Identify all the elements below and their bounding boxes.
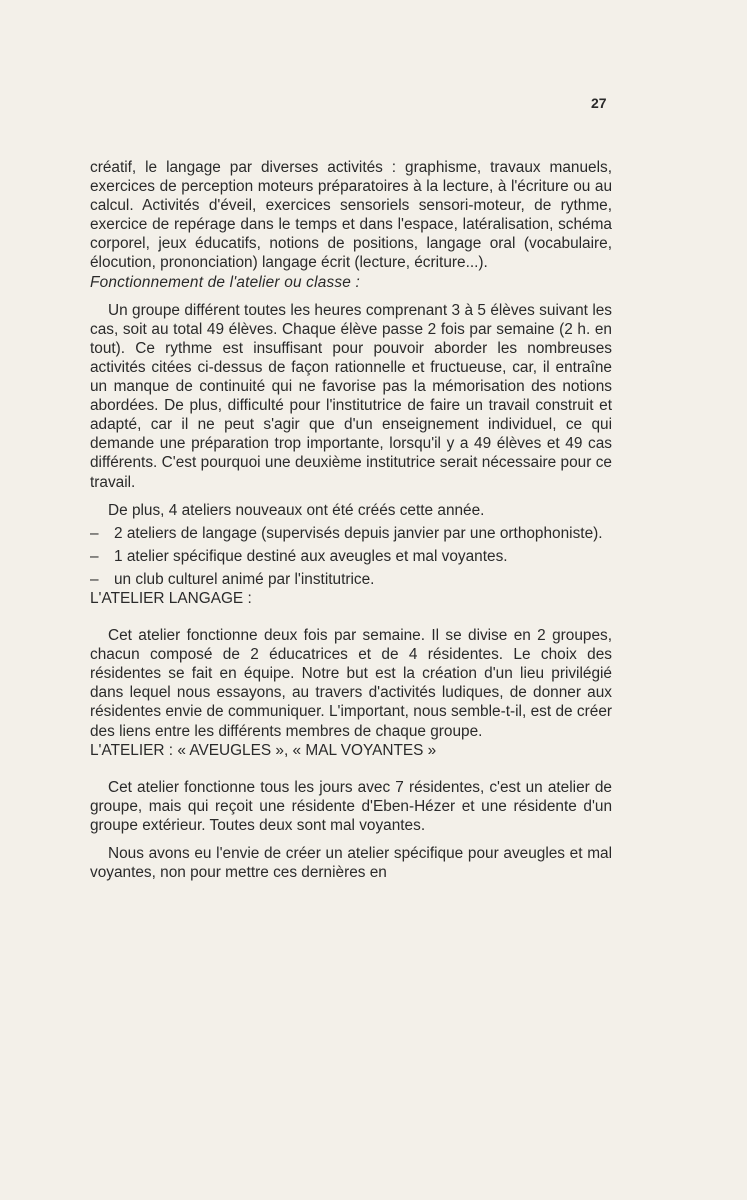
heading-atelier-langage: L'ATELIER LANGAGE : — [90, 589, 252, 607]
list-item — [90, 570, 612, 589]
fonctionnement-paragraph: Un groupe différent toutes les heures comprenant 3 à 5 élèves suivant les cas, soit au total 49 élèves. Chaque élève passe 2 fois par semaine (2 h. en tout). Ce rythme est insuffisant pour pouvoir aborder les nombreuses activités citées ci-dessus de façon rationnelle et fructueuse, car, il entraîne un manque de continuité qui ne favorise pas la mémorisation des notions abordées. De plus, difficulté pour l'institutrice de faire un travail construit et adapté, car il ne peut s'agir que d'un enseignement individuel, ce qui demande une préparation trop importante, lorsqu'il y a 49 élèves et 49 cas différents. C'est pourquoi une deuxième institutrice serait nécessaire pour ce travail. — [90, 301, 612, 491]
dash-marker: – — [90, 570, 99, 588]
list-item — [90, 547, 612, 566]
list-item-text: un club culturel animé par l'institutrice. — [114, 570, 375, 588]
heading-atelier-aveugles: L'ATELIER : « AVEUGLES », « MAL VOYANTES » — [90, 741, 437, 759]
aveugles-paragraph-1: Cet atelier fonctionne tous les jours avec 7 résidentes, c'est un atelier de groupe, mais qui reçoit une résidente d'Eben-Hézer et une résidente d'un groupe extérieur. Toutes deux sont mal voyantes. — [90, 778, 612, 834]
list-item-text: 1 atelier spécifique destiné aux aveugles et mal voyantes. — [114, 547, 508, 565]
heading-fonctionnement: Fonctionnement de l'atelier ou classe : — [90, 273, 360, 291]
list-item — [90, 524, 612, 543]
page-body — [90, 158, 612, 882]
dash-marker: – — [90, 524, 99, 542]
aveugles-paragraph-2: Nous avons eu l'envie de créer un atelier spécifique pour aveugles et mal voyantes, non pour mettre ces dernières en — [90, 845, 612, 882]
ateliers-list — [90, 524, 612, 589]
dash-marker: – — [90, 547, 99, 565]
ateliers-intro: De plus, 4 ateliers nouveaux ont été créés cette année. — [108, 501, 485, 519]
list-item-text: 2 ateliers de langage (supervisés depuis janvier par une orthophoniste). — [114, 524, 603, 542]
intro-paragraph: créatif, le langage par diverses activités : graphisme, travaux manuels, exercices de perception moteurs préparatoires à la lecture, à l'écriture ou au calcul. Activités d'éveil, exercices sensoriels sensori-moteur, de rythme, exercice de repérage dans le temps et dans l'espace, latéralisation, schéma corporel, jeux éducatifs, notions de positions, langage oral (vocabulaire, élocution, prononciation) langage écrit (lecture, écriture...). — [90, 159, 612, 272]
page-number: 27 — [591, 95, 607, 111]
langage-paragraph: Cet atelier fonctionne deux fois par semaine. Il se divise en 2 groupes, chacun composé de 2 éducatrices et de 4 résidentes. Le choix des résidentes se fait en équipe. Notre but est la création d'un lieu privilégié dans lequel nous essayons, au travers d'activités ludiques, de donner aux résidentes envie de communiquer. L'important, nous semble-t-il, est de créer des liens entre les différents membres de chaque groupe. — [90, 627, 612, 740]
